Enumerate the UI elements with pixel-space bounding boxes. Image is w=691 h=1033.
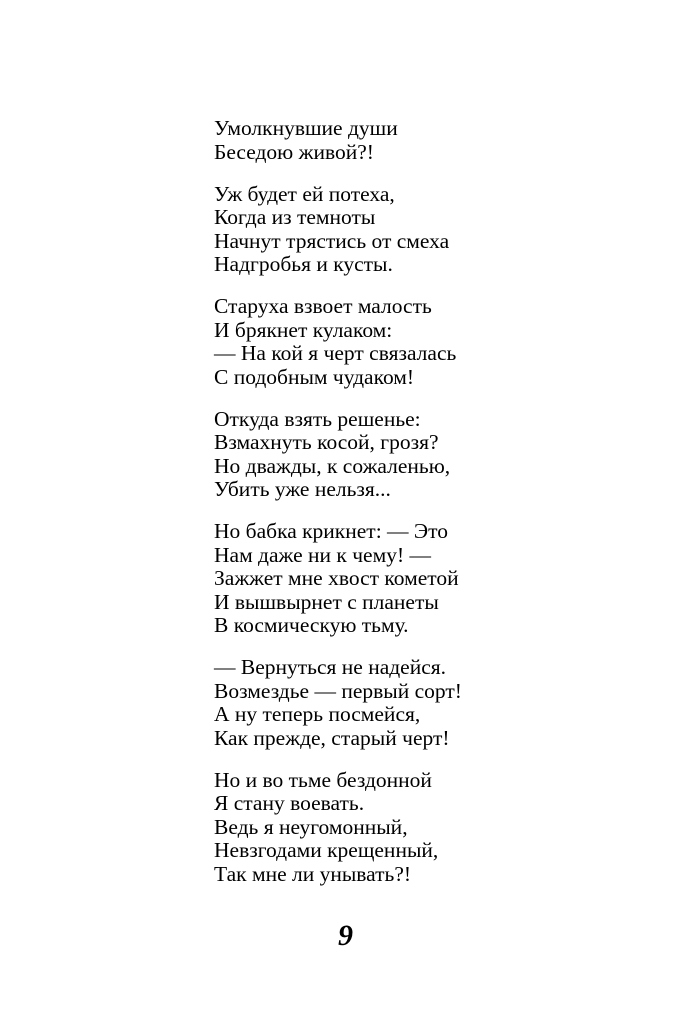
poem-line: Но дважды, к сожаленью, (214, 453, 451, 478)
stanza-4 (214, 408, 654, 502)
poem-line: Невзгодами крещенный, (214, 838, 439, 862)
poem-line: Как прежде, старый черт! (214, 725, 450, 750)
poem-line: Откуда взять решенье: (214, 406, 421, 431)
poem-text (214, 117, 654, 905)
poem-line: Взмахнуть косой, грозя? (214, 430, 439, 454)
stanza-5 (214, 520, 654, 638)
poem-line: Старуха взвоет малость (214, 294, 432, 318)
poem-line: Когда из темноты (214, 205, 376, 229)
poem-line: Нам даже ни к чему! — (214, 542, 431, 567)
poem-line: И брякнет кулаком: (214, 317, 393, 342)
poem-line: — Вернуться не надейся. (214, 655, 447, 679)
poem-line: Я стану воевать. (214, 791, 365, 815)
stanza-6 (214, 656, 654, 750)
poem-line: Беседою живой?! (214, 139, 374, 164)
stanza-7 (214, 769, 654, 887)
poem-line: Зажжет мне хвост кометой (214, 566, 459, 590)
stanza-1 (214, 117, 654, 164)
poem-line: Но и во тьме бездонной (214, 767, 432, 792)
poem-line: — На кой я черт связалась (214, 341, 457, 365)
poem-line: Убить уже нельзя... (214, 477, 391, 501)
poem-line: Ведь я неугомонный, (214, 814, 408, 839)
stanza-2 (214, 183, 654, 277)
poem-line: Возмездье — первый сорт! (214, 678, 462, 703)
poem-line: С подобным чудаком! (214, 364, 415, 389)
poem-line: Начнут трястись от смеха (214, 228, 450, 253)
poem-line: Так мне ли унывать?! (214, 861, 412, 886)
stanza-3 (214, 295, 654, 389)
poem-line: И вышвырнет с планеты (214, 589, 439, 614)
poem-line: Но бабка крикнет: — Это (214, 519, 448, 543)
page-number: 9 (338, 919, 353, 952)
poem-line: А ну теперь посмейся, (214, 702, 421, 726)
poem-line: Уж будет ей потеха, (214, 181, 395, 206)
poem-line: Умолкнувшие души (214, 116, 398, 140)
poem-line: В космическую тьму. (214, 613, 409, 637)
poem-line: Надгробья и кусты. (214, 252, 393, 276)
